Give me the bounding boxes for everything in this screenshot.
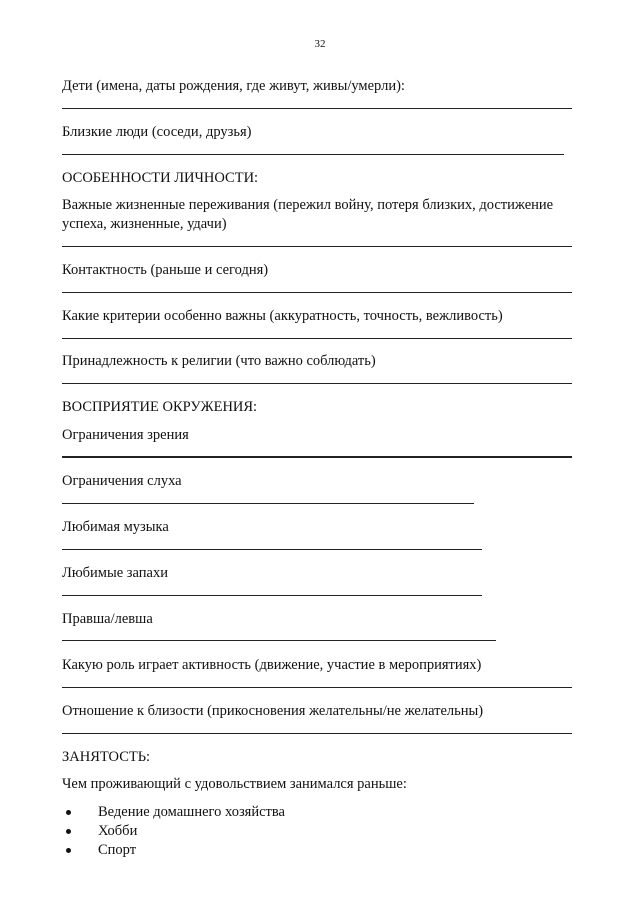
vision-label: Ограничения зрения — [62, 427, 189, 443]
bullet-icon — [66, 848, 71, 853]
activity-role-label: Какую роль играет активность (движение, участие в мероприятиях) — [62, 657, 482, 673]
smells-line[interactable] — [62, 595, 482, 596]
occupation-heading: ЗАНЯТОСТЬ: — [62, 749, 151, 765]
life-experiences-label: Важные жизненные переживания (пережил войну, потеря близких, достижение успеха, жизненные, удачи) — [62, 197, 554, 232]
hearing-line[interactable] — [62, 503, 474, 504]
list-item-label: Хобби — [98, 823, 138, 839]
handedness-line[interactable] — [62, 640, 496, 641]
bullet-icon — [66, 829, 71, 834]
music-line[interactable] — [62, 549, 482, 550]
criteria-label: Какие критерии особенно важны (аккуратность, точность, вежливость) — [62, 308, 503, 324]
perception-heading: ВОСПРИЯТИЕ ОКРУЖЕНИЯ: — [62, 399, 258, 415]
religion-label: Принадлежность к религии (что важно соблюдать) — [62, 353, 376, 369]
smells-label: Любимые запахи — [62, 565, 168, 581]
list-item-label: Ведение домашнего хозяйства — [98, 804, 285, 820]
personality-heading: ОСОБЕННОСТИ ЛИЧНОСТИ: — [62, 170, 259, 186]
hearing-label: Ограничения слуха — [62, 473, 182, 489]
children-label: Дети (имена, даты рождения, где живут, живы/умерли): — [62, 78, 405, 94]
closeness-line[interactable] — [62, 733, 572, 734]
contact-line[interactable] — [62, 292, 572, 293]
activity-role-line[interactable] — [62, 687, 572, 688]
closeness-label: Отношение к близости (прикосновения желательны/не желательны) — [62, 703, 484, 719]
list-item-label: Спорт — [98, 842, 137, 858]
children-line[interactable] — [62, 108, 572, 109]
bullet-icon — [66, 810, 71, 815]
contact-label: Контактность (раньше и сегодня) — [62, 262, 269, 278]
occupation-question: Чем проживающий с удовольствием занимался раньше: — [62, 776, 407, 792]
handedness-label: Правша/левша — [62, 611, 153, 627]
religion-line[interactable] — [62, 383, 572, 384]
vision-line[interactable] — [62, 456, 572, 458]
close-people-line[interactable] — [62, 154, 564, 155]
music-label: Любимая музыка — [62, 519, 169, 535]
criteria-line[interactable] — [62, 338, 572, 339]
page-number: 32 — [314, 38, 326, 50]
life-experiences-line[interactable] — [62, 246, 572, 247]
close-people-label: Близкие люди (соседи, друзья) — [62, 124, 252, 140]
